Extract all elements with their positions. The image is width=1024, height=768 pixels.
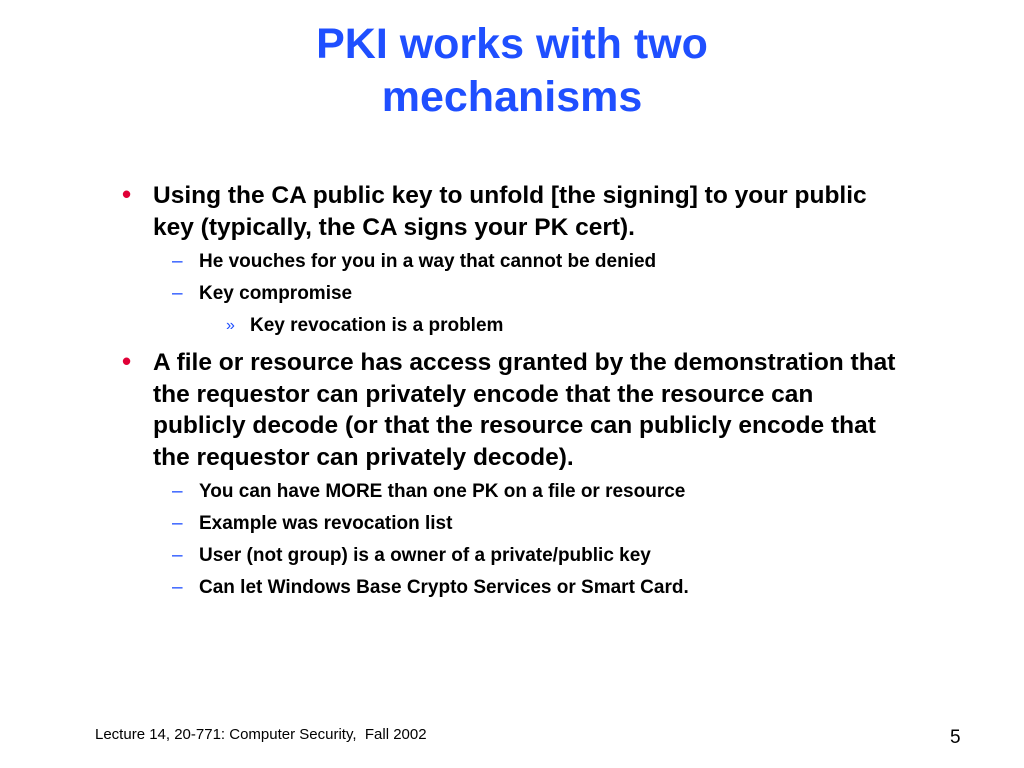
slide-title-line-2: mechanisms — [381, 73, 643, 121]
sub-bullet-1-2 — [0, 282, 1024, 306]
bullet-1-text: Using the CA public key to unfold [the signing] to your public key (typically, the CA signs your PK cert). — [153, 182, 867, 241]
sub-bullet-text: Example was revocation list — [199, 513, 453, 534]
sub-bullet-2-2 — [0, 512, 1024, 536]
chevron-icon: » — [226, 317, 235, 334]
dash-icon: – — [172, 283, 183, 304]
bullet-2 — [0, 347, 898, 473]
sub-bullet-2-3 — [0, 544, 1024, 568]
dash-icon: – — [172, 577, 183, 598]
dash-icon: – — [172, 545, 183, 566]
page-number: 5 — [950, 727, 961, 748]
slide-title — [0, 18, 1024, 124]
dash-icon: – — [172, 513, 183, 534]
bullet-2-text: A file or resource has access granted by the demonstration that the requestor can privately encode that the resource can publicly decode (or that the resource can publicly encode that the requestor can privately decode). — [153, 349, 896, 471]
sub-bullet-text: He vouches for you in a way that cannot be denied — [199, 251, 657, 272]
sub-bullet-text: Can let Windows Base Crypto Services or Smart Card. — [199, 577, 689, 598]
slide-title-line-1: PKI works with two — [316, 20, 708, 68]
sub-sub-bullet-1-2-1 — [0, 314, 1024, 338]
sub-sub-bullet-text: Key revocation is a problem — [250, 315, 504, 336]
bullet-dot-icon: • — [122, 179, 132, 209]
footer-course-label: Lecture 14, 20-771: Computer Security, Fall 2002 — [95, 726, 427, 743]
slide-body — [0, 180, 1024, 608]
dash-icon: – — [172, 481, 183, 502]
bullet-dot-icon: • — [122, 346, 132, 376]
sub-bullet-text: User (not group) is a owner of a private/public key — [199, 545, 651, 566]
sub-bullet-text: You can have MORE than one PK on a file or resource — [199, 481, 686, 502]
sub-bullet-2-4 — [0, 576, 1024, 600]
sub-bullet-2-1 — [0, 480, 1024, 504]
sub-bullet-1-1 — [0, 250, 1024, 274]
bullet-1 — [0, 180, 898, 243]
sub-bullet-text: Key compromise — [199, 283, 353, 304]
dash-icon: – — [172, 251, 183, 272]
